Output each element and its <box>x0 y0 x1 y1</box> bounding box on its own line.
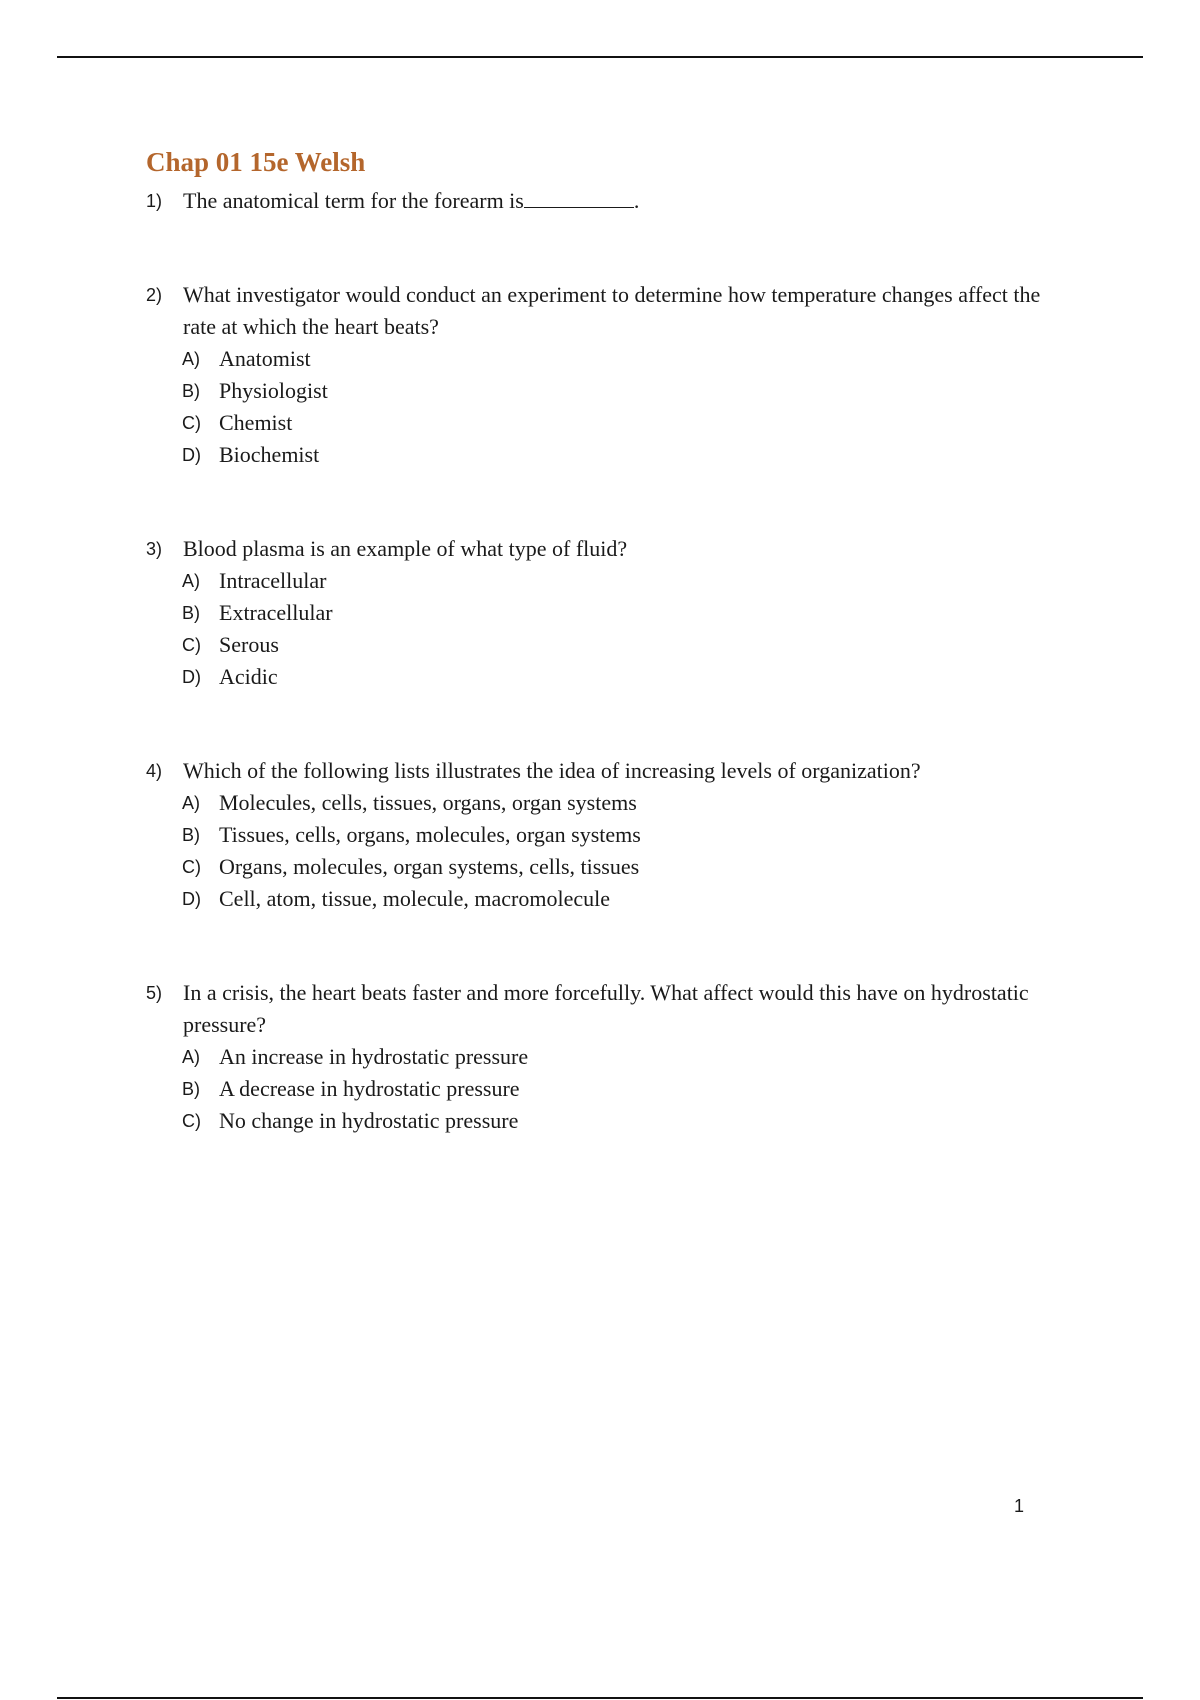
option-letter: D) <box>182 667 201 687</box>
question-number: 1) <box>146 191 163 211</box>
option-c <box>182 629 1046 661</box>
option-letter: D) <box>182 445 201 465</box>
question-text <box>183 185 1046 217</box>
question-3 <box>146 533 1046 565</box>
option-c <box>182 407 1046 439</box>
options-list <box>146 1041 1046 1137</box>
question-text: In a crisis, the heart beats faster and more forcefully. What affect would this have on hydrostatic pressure? <box>183 980 1029 1037</box>
blank-suffix: . <box>633 188 640 213</box>
option-letter: B) <box>182 603 200 623</box>
question-text: What investigator would conduct an experiment to determine how temperature changes affect the rate at which the heart beats? <box>183 282 1041 339</box>
option-letter: B) <box>182 381 200 401</box>
question-stem: The anatomical term for the forearm is <box>183 188 524 213</box>
option-text: Cell, atom, tissue, molecule, macromolecule <box>219 886 610 911</box>
option-text: Serous <box>219 632 279 657</box>
question-text: Which of the following lists illustrates the idea of increasing levels of organization? <box>183 758 921 783</box>
option-b <box>182 375 1046 407</box>
option-a <box>182 343 1046 375</box>
option-text: Biochemist <box>219 442 320 467</box>
options-list <box>146 343 1046 471</box>
question-number: 5) <box>146 983 163 1003</box>
question-text: Blood plasma is an example of what type of fluid? <box>183 536 628 561</box>
option-d <box>182 439 1046 471</box>
options-list <box>146 565 1046 693</box>
option-text: No change in hydrostatic pressure <box>219 1108 519 1133</box>
option-b <box>182 819 1046 851</box>
option-letter: A) <box>182 1047 200 1067</box>
option-letter: B) <box>182 1079 200 1099</box>
option-text: An increase in hydrostatic pressure <box>219 1044 529 1069</box>
question-number: 4) <box>146 761 163 781</box>
option-b <box>182 597 1046 629</box>
option-letter: A) <box>182 571 200 591</box>
answer-blank <box>524 187 634 208</box>
option-letter: C) <box>182 635 201 655</box>
option-a <box>182 787 1046 819</box>
option-a <box>182 1041 1046 1073</box>
option-d <box>182 883 1046 915</box>
option-text: Anatomist <box>219 346 311 371</box>
header-rule <box>57 56 1143 58</box>
option-letter: A) <box>182 793 200 813</box>
option-text: Physiologist <box>219 378 328 403</box>
option-b <box>182 1073 1046 1105</box>
option-letter: B) <box>182 825 200 845</box>
option-text: Extracellular <box>219 600 333 625</box>
option-text: Molecules, cells, tissues, organs, organ systems <box>219 790 637 815</box>
option-text: Tissues, cells, organs, molecules, organ systems <box>219 822 641 847</box>
question-number: 3) <box>146 539 163 559</box>
page-number: 1 <box>1014 1496 1025 1516</box>
option-text: Acidic <box>219 664 278 689</box>
footer-rule <box>57 1697 1143 1699</box>
option-letter: C) <box>182 1111 201 1131</box>
option-text: Organs, molecules, organ systems, cells, tissues <box>219 854 640 879</box>
option-c <box>182 1105 1046 1137</box>
question-5 <box>146 977 1046 1041</box>
question-2 <box>146 279 1046 343</box>
question-number: 2) <box>146 285 163 305</box>
option-c <box>182 851 1046 883</box>
document-body <box>146 145 1046 1137</box>
option-text: Intracellular <box>219 568 327 593</box>
option-a <box>182 565 1046 597</box>
question-1 <box>146 185 1046 217</box>
option-letter: C) <box>182 857 201 877</box>
option-letter: C) <box>182 413 201 433</box>
option-letter: A) <box>182 349 200 369</box>
option-d <box>182 661 1046 693</box>
option-letter: D) <box>182 889 201 909</box>
question-4 <box>146 755 1046 787</box>
document-title: Chap 01 15e Welsh <box>146 147 366 177</box>
option-text: Chemist <box>219 410 293 435</box>
option-text: A decrease in hydrostatic pressure <box>219 1076 520 1101</box>
options-list <box>146 787 1046 915</box>
